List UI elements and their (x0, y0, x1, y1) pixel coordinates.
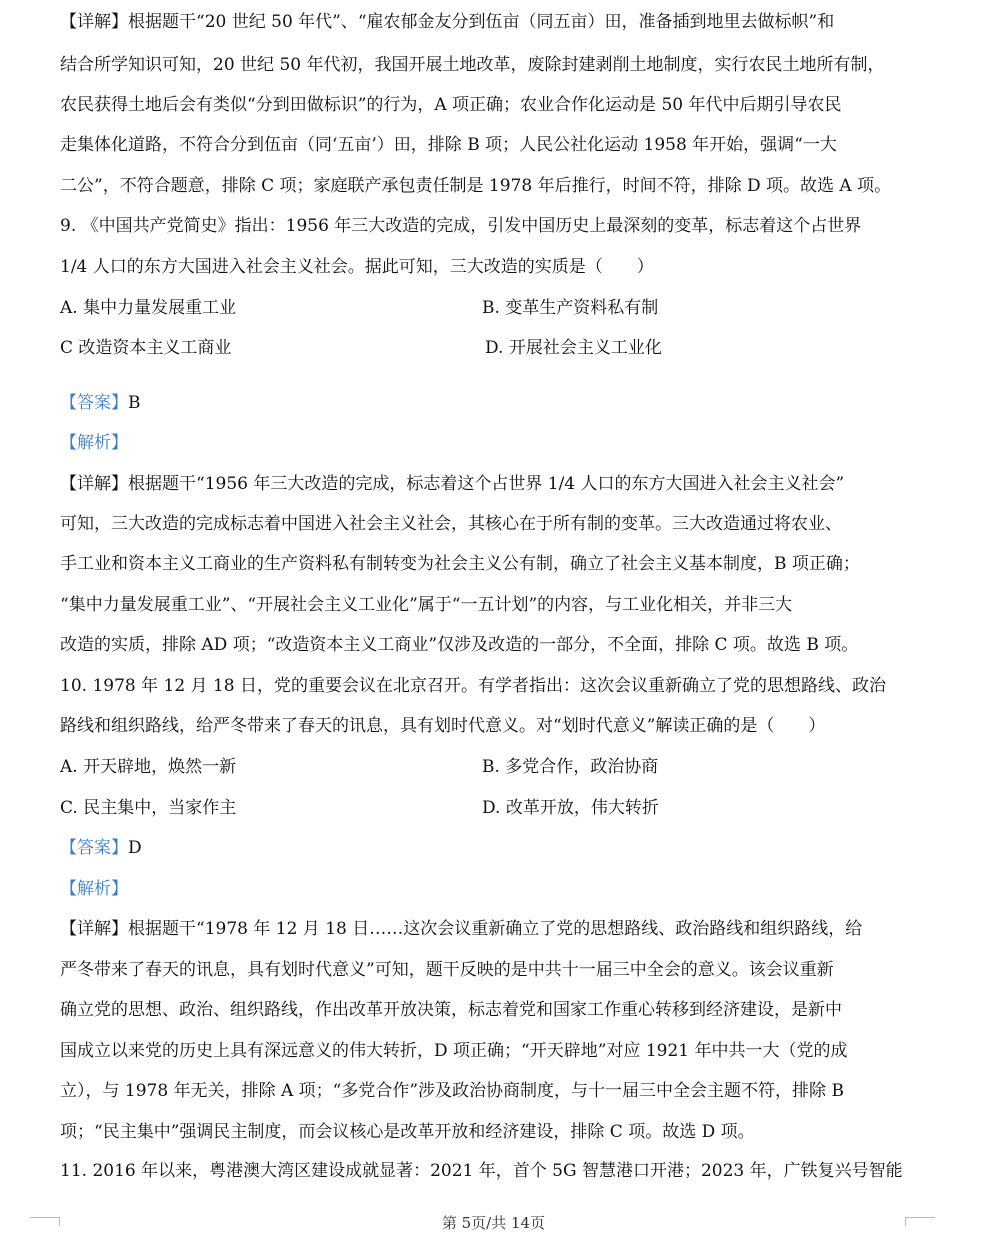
q9-option-a: A. 集中力量发展重工业 (60, 298, 237, 318)
q10-option-b: B. 多党合作，政治协商 (482, 757, 659, 777)
q9-answer (60, 391, 910, 415)
text-line: 严冬带来了春天的讯息，具有划时代意义”可知，题干反映的是中共十一届三中全会的意义。该会议重新 (60, 960, 834, 980)
text-line: “集中力量发展重工业”、“开展社会主义工业化”属于“一五计划”的内容，与工业化相关，并非三大 (60, 595, 793, 615)
answer-value: D (128, 838, 142, 858)
q10-option-d: D. 改革开放，伟大转折 (482, 798, 659, 818)
text-line: 【详解】根据题干“1978 年 12 月 18 日……这次会议重新确立了党的思想路线、政治路线和组织路线，给 (60, 919, 863, 939)
text-line: 走集体化道路，不符合分到伍亩（同‘五亩’）田，排除 B 项；人民公社化运动 1958 年开始，强调“一大 (60, 135, 837, 155)
text-line: 【详解】根据题干“1956 年三大改造的完成，标志着这个占世界 1/4 人口的东方大国进入社会主义社会” (60, 474, 845, 494)
text-line: 项；“民主集中”强调民主制度，而会议核心是改革开放和经济建设，排除 C 项。故选 D 项。 (60, 1122, 755, 1142)
text-line: 可知，三大改造的完成标志着中国进入社会主义社会，其核心在于所有制的变革。三大改造通过将农业、 (60, 514, 842, 534)
text-line: 确立党的思想、政治、组织路线，作出改革开放决策，标志着党和国家工作重心转移到经济建设，是新中 (60, 1000, 842, 1020)
q9-option-d: D. 开展社会主义工业化 (485, 338, 662, 358)
q9-option-c: C 改造资本主义工商业 (60, 338, 232, 358)
text-line: 农民获得土地后会有类似“分到田做标识”的行为，A 项正确；农业合作化运动是 50 年代中后期引导农民 (60, 95, 842, 115)
page-number: 第 5页/共 14页 (441, 1214, 546, 1232)
text-line: 手工业和资本主义工商业的生产资料私有制转变为社会主义公有制，确立了社会主义基本制度，B 项正确； (60, 554, 860, 574)
q10-answer (60, 836, 910, 860)
question-10-stem: 10. 1978 年 12 月 18 日，党的重要会议在北京召开。有学者指出：这次会议重新确立了党的思想路线、政治 (60, 676, 886, 696)
text-line: 结合所学知识可知，20 世纪 50 年代初，我国开展土地改革，废除封建剥削土地制度，实行农民土地所有制， (60, 55, 885, 75)
text-line: 二公”，不符合题意，排除 C 项；家庭联产承包责任制是 1978 年后推行，时间不符，排除 D 项。故选 A 项。 (60, 176, 892, 196)
text-line: 国成立以来党的历史上具有深远意义的伟大转折，D 项正确；“开天辟地”对应 1921 年中共一大（党的成 (60, 1041, 848, 1061)
answer-value: B (128, 393, 141, 413)
q9-analysis-label: 【解析】 (60, 433, 128, 453)
answer-label: 【答案】 (60, 838, 128, 858)
text-line: 改造的实质，排除 AD 项；“改造资本主义工商业”仅涉及改造的一部分，不全面，排除 C 项。故选 B 项。 (60, 635, 859, 655)
question-9-stem: 9. 《中国共产党简史》指出：1956 年三大改造的完成，引发中国历史上最深刻的变革，标志着这个占世界 (60, 216, 862, 236)
q10-analysis-label: 【解析】 (60, 879, 128, 899)
q10-option-a: A. 开天辟地，焕然一新 (60, 757, 237, 777)
question-10-stem: 路线和组织路线，给严冬带来了春天的讯息，具有划时代意义。对“划时代意义”解读正确的是（ ） (60, 716, 826, 736)
q10-option-c: C. 民主集中，当家作主 (60, 798, 237, 818)
question-11-stem: 11. 2016 年以来，粤港澳大湾区建设成就显著：2021 年，首个 5G 智慧港口开港；2023 年，广铁复兴号智能 (60, 1161, 903, 1181)
answer-label: 【答案】 (60, 393, 128, 413)
question-9-stem: 1/4 人口的东方大国进入社会主义社会。据此可知，三大改造的实质是（ ） (60, 257, 654, 277)
q9-option-b: B. 变革生产资料私有制 (482, 298, 659, 318)
text-line: 【详解】根据题干“20 世纪 50 年代”、“雇农郁金友分到伍亩（同五亩）田，准备插到地里去做标帜”和 (60, 12, 835, 32)
text-line: 立），与 1978 年无关，排除 A 项；“多党合作”涉及政治协商制度，与十一届三中全会主题不符，排除 B (60, 1081, 844, 1101)
